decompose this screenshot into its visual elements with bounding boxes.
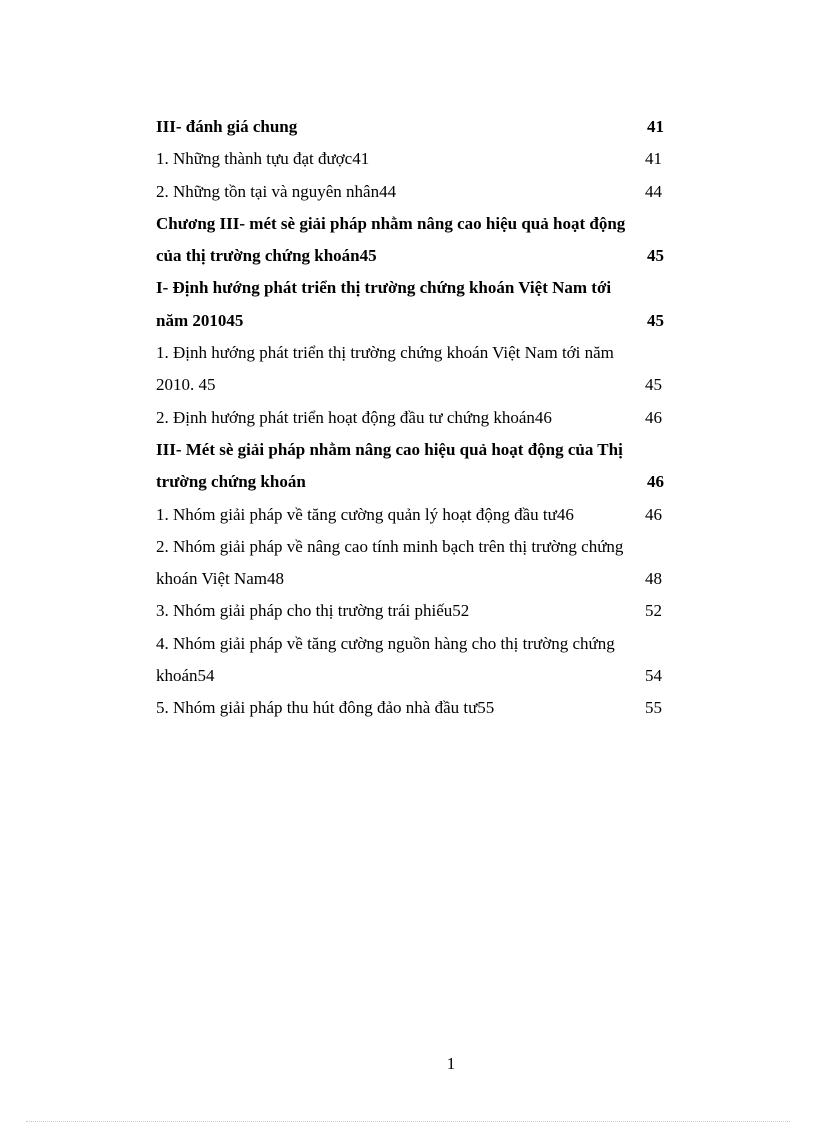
toc-entry[interactable] — [156, 628, 666, 693]
toc-entry-page: 46 — [645, 504, 662, 524]
toc-entry-page: 45 — [647, 310, 664, 330]
toc-entry-text: 1. Những thành tựu đạt được41 — [156, 149, 370, 169]
page-number: 1 — [446, 1054, 456, 1073]
toc-entry-text: 5. Nhóm giải pháp thu hút đông đảo nhà đầu tư55 — [156, 698, 495, 718]
toc-entry[interactable] — [156, 208, 666, 273]
toc-entry[interactable] — [156, 272, 666, 337]
toc-entry-page: 46 — [645, 407, 662, 427]
toc-entry[interactable] — [156, 434, 666, 499]
toc-entry-text: Chương III- mét sè giải pháp nhằm nâng cao hiệu quả hoạt động của thị trường chứng khoán45 — [156, 213, 626, 266]
toc-entry-text: 3. Nhóm giải pháp cho thị trường trái phiếu52 — [156, 601, 470, 621]
toc-entry-page: 54 — [645, 666, 662, 686]
toc-entry-text: I- Định hướng phát triển thị trường chứng khoán Việt Nam tới năm 201045 — [156, 278, 612, 330]
toc-entry[interactable] — [156, 402, 666, 434]
toc-entry-page: 48 — [645, 569, 662, 589]
page-bottom-divider — [26, 1121, 790, 1122]
toc-entry-page: 52 — [645, 601, 662, 621]
toc-entry-text: III- đánh giá chung — [156, 117, 298, 136]
toc-entry-page: 45 — [645, 375, 662, 395]
toc-entry-page: 55 — [645, 698, 662, 718]
toc-entry-page: 41 — [645, 149, 662, 169]
toc-entry[interactable] — [156, 337, 666, 402]
toc-entry[interactable] — [156, 692, 666, 724]
toc-entry-text: 1. Nhóm giải pháp về tăng cường quản lý hoạt động đầu tư46 — [156, 504, 574, 524]
toc-entry-text: 1. Định hướng phát triển thị trường chứng khoán Việt Nam tới năm 2010. 45 — [156, 343, 614, 395]
toc-entry-text: 2. Những tồn tại và nguyên nhân44 — [156, 181, 397, 201]
toc-entry-text: 2. Định hướng phát triển hoạt động đầu tư chứng khoán46 — [156, 407, 552, 427]
toc-entry[interactable] — [156, 499, 666, 531]
table-of-contents — [156, 111, 666, 725]
toc-entry[interactable] — [156, 531, 666, 596]
toc-entry-text: 4. Nhóm giải pháp về tăng cường nguồn hàng cho thị trường chứng khoán54 — [156, 633, 615, 686]
toc-entry-text: 2. Nhóm giải pháp về nâng cao tính minh bạch trên thị trường chứng khoán Việt Nam48 — [156, 536, 624, 589]
toc-entry-page: 44 — [645, 181, 662, 201]
toc-entry-page: 45 — [647, 246, 664, 266]
toc-entry[interactable] — [156, 595, 666, 627]
toc-entry-page: 46 — [647, 472, 664, 492]
toc-entry-text: III- Mét sè giải pháp nhằm nâng cao hiệu quả hoạt động của Thị trường chứng khoán — [156, 439, 623, 492]
toc-entry[interactable] — [156, 176, 666, 208]
toc-entry-page: 41 — [647, 117, 664, 136]
toc-entry[interactable] — [156, 143, 666, 175]
toc-entry[interactable] — [156, 111, 666, 143]
